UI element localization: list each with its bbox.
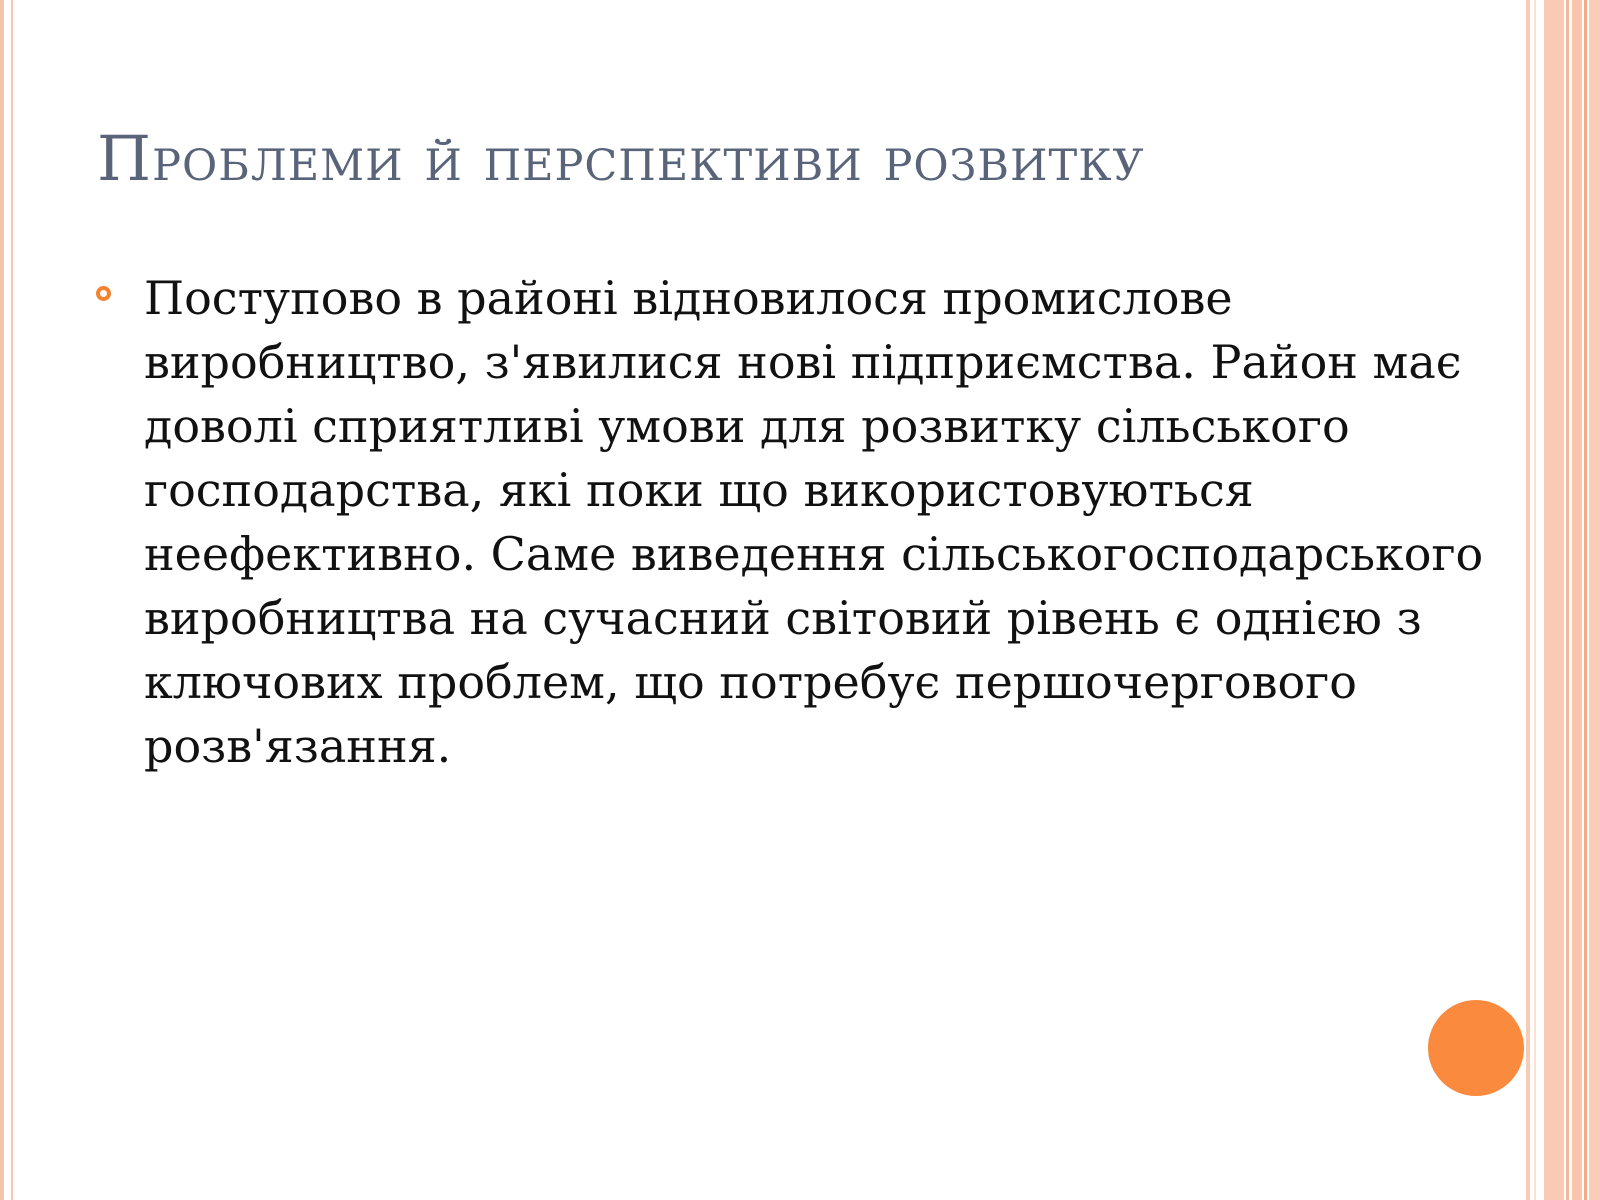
stripe [1566,0,1569,1200]
hollow-circle-bullet-icon [96,286,111,301]
orange-circle-decoration [1428,1000,1524,1096]
slide-title: Проблеми й перспективи розвитку [97,122,1145,195]
left-border-line [0,0,4,1200]
left-border-line-thin [11,0,13,1200]
bullet-list [96,266,1536,778]
right-decorative-stripes [1526,0,1600,1200]
stripe [1544,0,1564,1200]
stripe [1584,0,1587,1200]
stripe [1572,0,1582,1200]
bullet-text: Поступово в районі відновилося промислове виробництво, з'явилися нові підприємства. Район має доволі сприятливі умови для розвитку сільського господарства, які поки що використовуються неефективно. Саме виведення сільськогосподарського виробництва на сучасний світовий рівень є однією з ключових проблем, що потребує першочергового розв'язання. [144,271,1484,773]
stripe [1589,0,1600,1200]
bullet-item [96,266,1536,778]
